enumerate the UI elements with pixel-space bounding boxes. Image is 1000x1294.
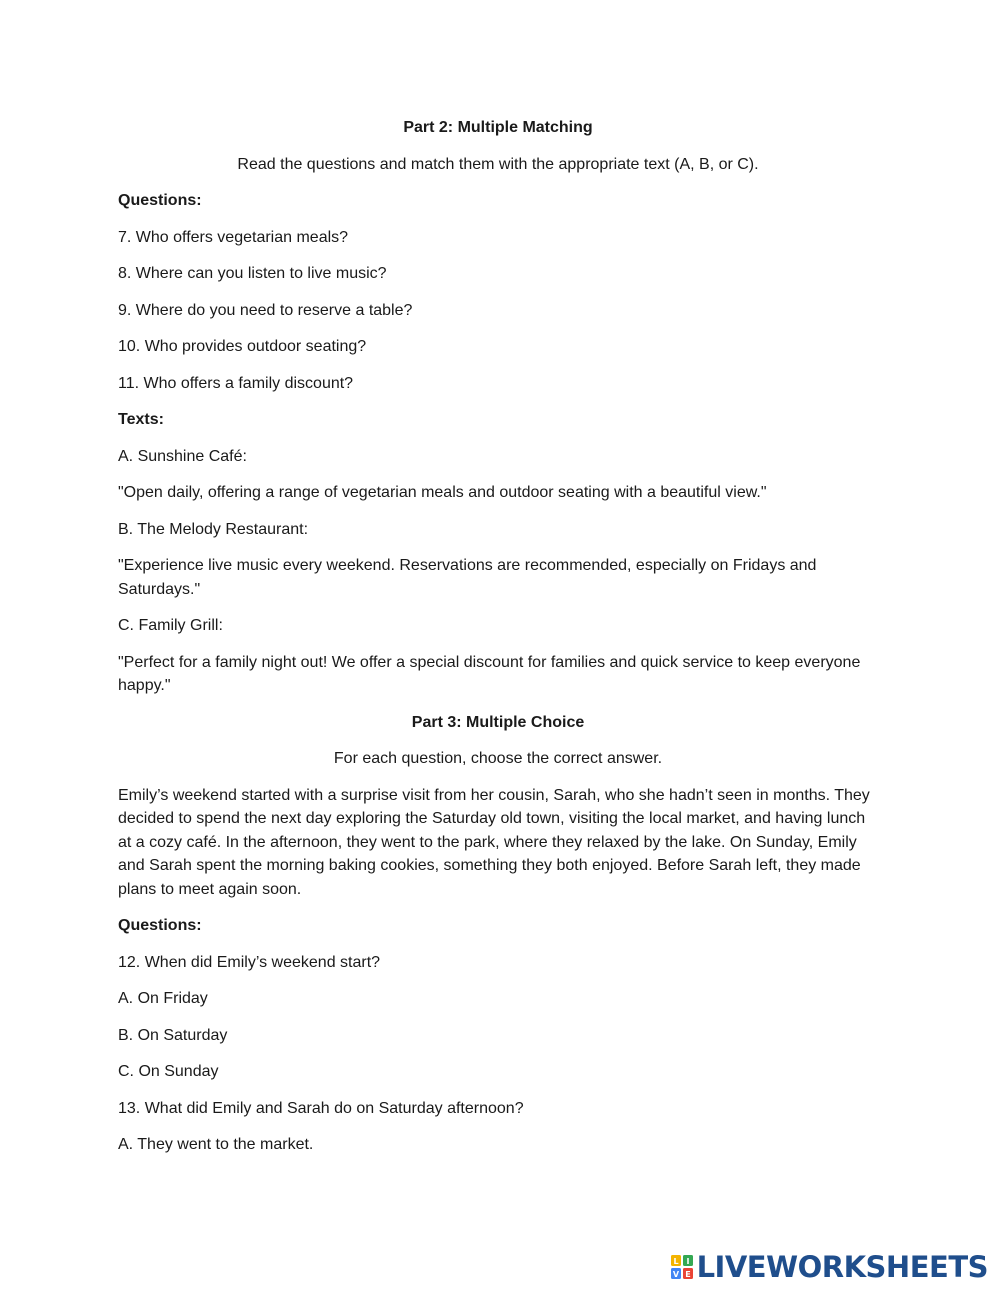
question-9: 9. Where do you need to reserve a table? [118, 301, 413, 319]
svg-text:L: L [673, 1257, 679, 1266]
question-13: 13. What did Emily and Sarah do on Saturday afternoon? [118, 1099, 524, 1117]
question-7: 7. Who offers vegetarian meals? [118, 228, 349, 246]
question-12: 12. When did Emily’s weekend start? [118, 953, 381, 971]
liveworksheets-logo-icon [671, 1255, 693, 1279]
text-c-name: C. Family Grill: [118, 617, 223, 634]
part3-instruction: For each question, choose the correct answer. [333, 750, 663, 767]
question-8: 8. Where can you listen to live music? [118, 265, 387, 282]
texts-heading: Texts: [118, 411, 164, 428]
part3-title: Part 3: Multiple Choice [411, 713, 585, 731]
text-a-quote: "Open daily, offering a range of vegetarian meals and outdoor seating with a beautiful view." [118, 484, 767, 501]
question-12-option-b: B. On Saturday [118, 1026, 228, 1044]
svg-text:E: E [684, 1270, 691, 1279]
part2-questions-heading: Questions: [118, 192, 202, 209]
text-a-name: A. Sunshine Café: [118, 447, 247, 465]
part2-title: Part 2: Multiple Matching [403, 119, 593, 136]
question-13-option-a: A. They went to the market. [118, 1136, 314, 1153]
reading-passage: Emily’s weekend started with a surprise visit from her cousin, Sarah, who she hadn’t seen in months. They decided to spend the next day exploring the Saturday old town, visiting the local market, and having lunch at a cozy café. In the afternoon, they went to the park, where they relaxed by the lake. On Sunday, Emily and Sarah spent the morning baking cookies, something they both enjoyed. Before Sarah left, they made plans to meet again soon. [118, 786, 870, 898]
liveworksheets-logo-text: LIVEWORKSHEETS [696, 1250, 988, 1284]
text-b-quote: "Experience live music every weekend. Reservations are recommended, especially on Fridays and Saturdays." [118, 557, 817, 598]
part3-questions-heading: Questions: [118, 917, 202, 934]
svg-text:V: V [672, 1270, 679, 1279]
svg-text:I: I [686, 1257, 690, 1266]
question-12-option-c: C. On Sunday [118, 1063, 219, 1080]
text-c-quote: "Perfect for a family night out! We offer a special discount for families and quick service to keep everyone happy." [118, 653, 861, 694]
liveworksheets-logo [671, 1252, 988, 1282]
question-12-option-a: A. On Friday [118, 990, 208, 1007]
text-b-name: B. The Melody Restaurant: [118, 520, 309, 538]
question-11: 11. Who offers a family discount? [118, 374, 354, 392]
part2-instruction: Read the questions and match them with the appropriate text (A, B, or C). [237, 155, 759, 173]
worksheet-page [118, 116, 878, 1170]
question-10: 10. Who provides outdoor seating? [118, 338, 367, 355]
